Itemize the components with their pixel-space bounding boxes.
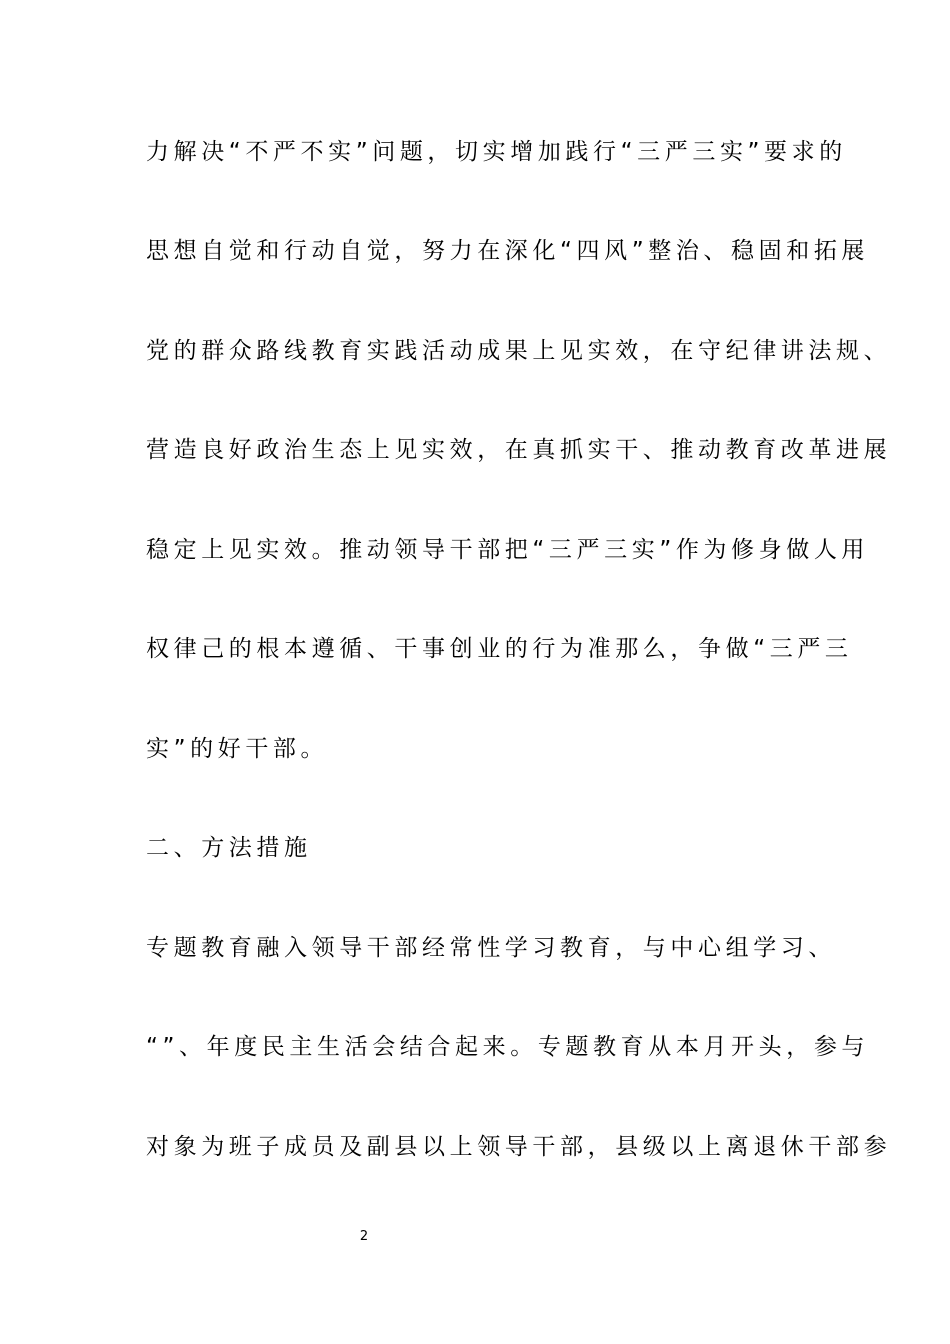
body-line-10: 对象为班子成员及副县以上领导干部，县级以上离退休干部参 [146,1134,892,1160]
body-line-1: 力解决“不严不实”问题，切实增加践行“三严三实”要求的 [146,139,847,165]
body-line-7: 实”的好干部。 [146,736,329,762]
body-line-3: 党的群众路线教育实践活动成果上见实效，在守纪律讲法规、 [146,338,892,364]
body-line-2: 思想自觉和行动自觉，努力在深化“四风”整治、稳固和拓展 [146,238,870,264]
page-number: 2 [359,1229,369,1244]
body-line-8: 专题教育融入领导干部经常性学习教育，与中心组学习、 [146,935,836,961]
section-heading: 二、方法措施 [146,835,312,861]
body-line-9: “”、年度民主生活会结合起来。专题教育从本月开头，参与 [146,1034,870,1060]
body-line-4: 营造良好政治生态上见实效，在真抓实干、推动教育改革进展 [146,437,892,463]
body-line-5: 稳定上见实效。推动领导干部把“三严三实”作为修身做人用 [146,537,870,563]
body-line-6: 权律己的根本遵循、干事创业的行为准那么，争做“三严三 [146,636,853,662]
